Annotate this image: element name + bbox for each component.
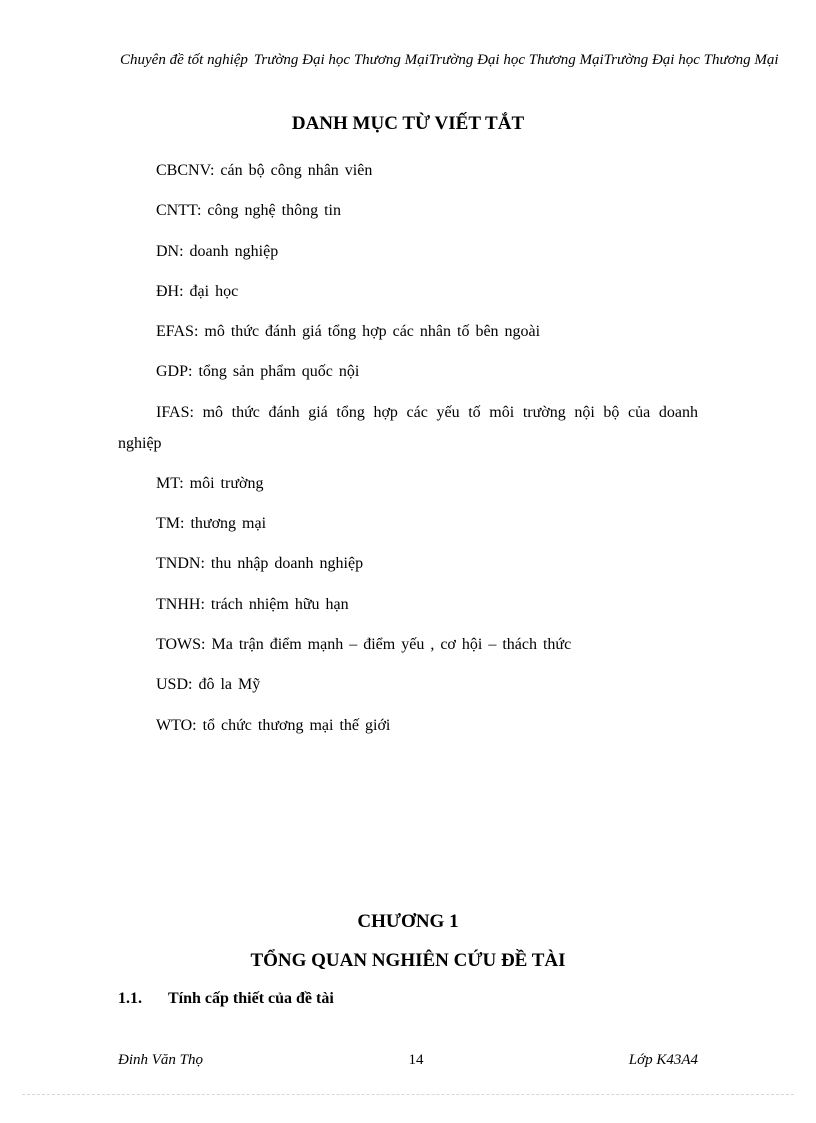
abbreviation-item: TM: thương mại (156, 515, 267, 533)
abbreviations-list (118, 155, 698, 750)
abbreviation-item: TNHH: trách nhiệm hữu hạn (156, 595, 349, 613)
page-number: 14 (408, 1052, 424, 1068)
section-title: Tính cấp thiết của đề tài (168, 990, 334, 1007)
abbreviation-item: MT: môi trường (156, 474, 264, 492)
footer-class: Lớp K43A4 (628, 1052, 698, 1068)
abbreviation-item: CNTT: công nghệ thông tin (156, 202, 341, 220)
abbreviation-item: DN: doanh nghiệp (156, 242, 279, 260)
abbreviations-title: DANH MỤC TỪ VIẾT TẮT (291, 113, 525, 134)
footer-author: Đinh Văn Thọ (118, 1052, 204, 1068)
abbreviation-item: WTO: tổ chức thương mại thế giới (156, 716, 391, 734)
chapter-number: CHƯƠNG 1 (357, 911, 459, 932)
header-left: Chuyên đề tốt nghiệp (120, 52, 248, 68)
header-school: Trường Đại học Thương MạiTrường Đại học Thương MạiTrường Đại học Thương Mại (253, 52, 779, 68)
page-bottom-divider (22, 1094, 794, 1095)
abbreviation-item: ĐH: đại học (156, 282, 239, 300)
chapter-title: TỔNG QUAN NGHIÊN CỨU ĐỀ TÀI (250, 950, 566, 971)
abbreviation-item: TOWS: Ma trận điểm mạnh – điểm yếu , cơ hội – thách thức (156, 635, 572, 653)
running-header (120, 52, 816, 69)
abbreviation-item: CBCNV: cán bộ công nhân viên (156, 162, 373, 179)
abbreviation-item: IFAS: mô thức đánh giá tổng hợp các yếu tố môi trường nội bộ của doanh nghiệp (118, 403, 698, 452)
section-number: 1.1. (118, 990, 142, 1007)
abbreviation-item: TNDN: thu nhập doanh nghiệp (156, 555, 364, 573)
abbreviation-item: EFAS: mô thức đánh giá tổng hợp các nhân tố bên ngoài (156, 323, 541, 341)
abbreviation-item: GDP: tổng sản phẩm quốc nội (156, 363, 360, 381)
abbreviation-item: USD: đô la Mỹ (156, 676, 261, 694)
section-heading (118, 990, 334, 1008)
